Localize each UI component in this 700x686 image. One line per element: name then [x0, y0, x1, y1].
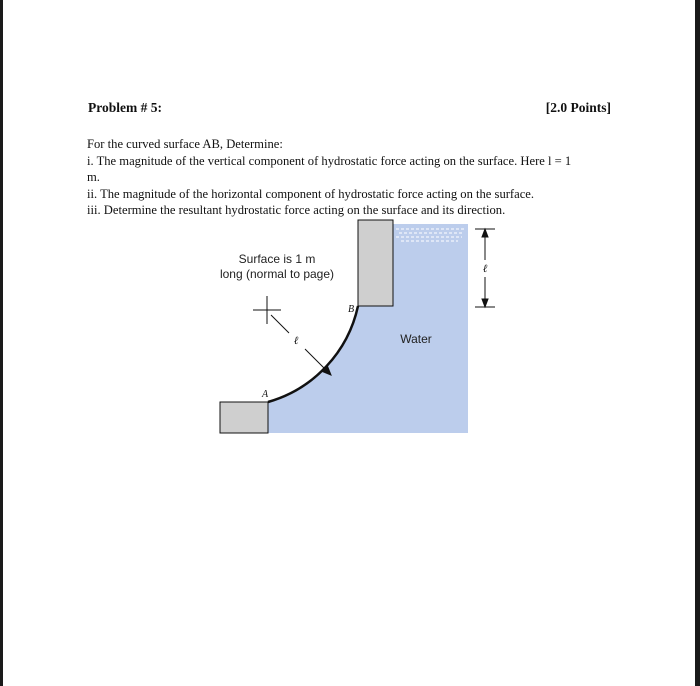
upper-wall — [358, 220, 393, 306]
surface-note-line-2: long (normal to page) — [219, 267, 335, 281]
problem-intro: For the curved surface AB, Determine: — [87, 137, 283, 151]
question-3: iii. Determine the resultant hydrostatic force acting on the surface and its direction. — [87, 203, 506, 217]
center-cross — [253, 296, 281, 324]
problem-title: Problem # 5: — [88, 100, 162, 115]
lower-wall — [220, 402, 268, 433]
question-1: i. The magnitude of the vertical component of hydrostatic force acting on the surface. Here l = 1 — [87, 153, 572, 168]
question-2: ii. The magnitude of the horizontal component of hydrostatic force acting on the surface. — [87, 186, 535, 201]
point-a-label: A — [261, 389, 269, 400]
depth-label: ℓ — [482, 263, 488, 275]
question-1-continuation: m. — [87, 170, 100, 184]
radius-label: ℓ — [293, 335, 299, 347]
radius-arrow — [271, 315, 331, 375]
points-label: [2.0 Points] — [545, 100, 611, 115]
water-label: Water — [400, 332, 432, 346]
surface-note-line-1: Surface is 1 m — [238, 252, 316, 266]
point-b-label: B — [347, 304, 355, 315]
